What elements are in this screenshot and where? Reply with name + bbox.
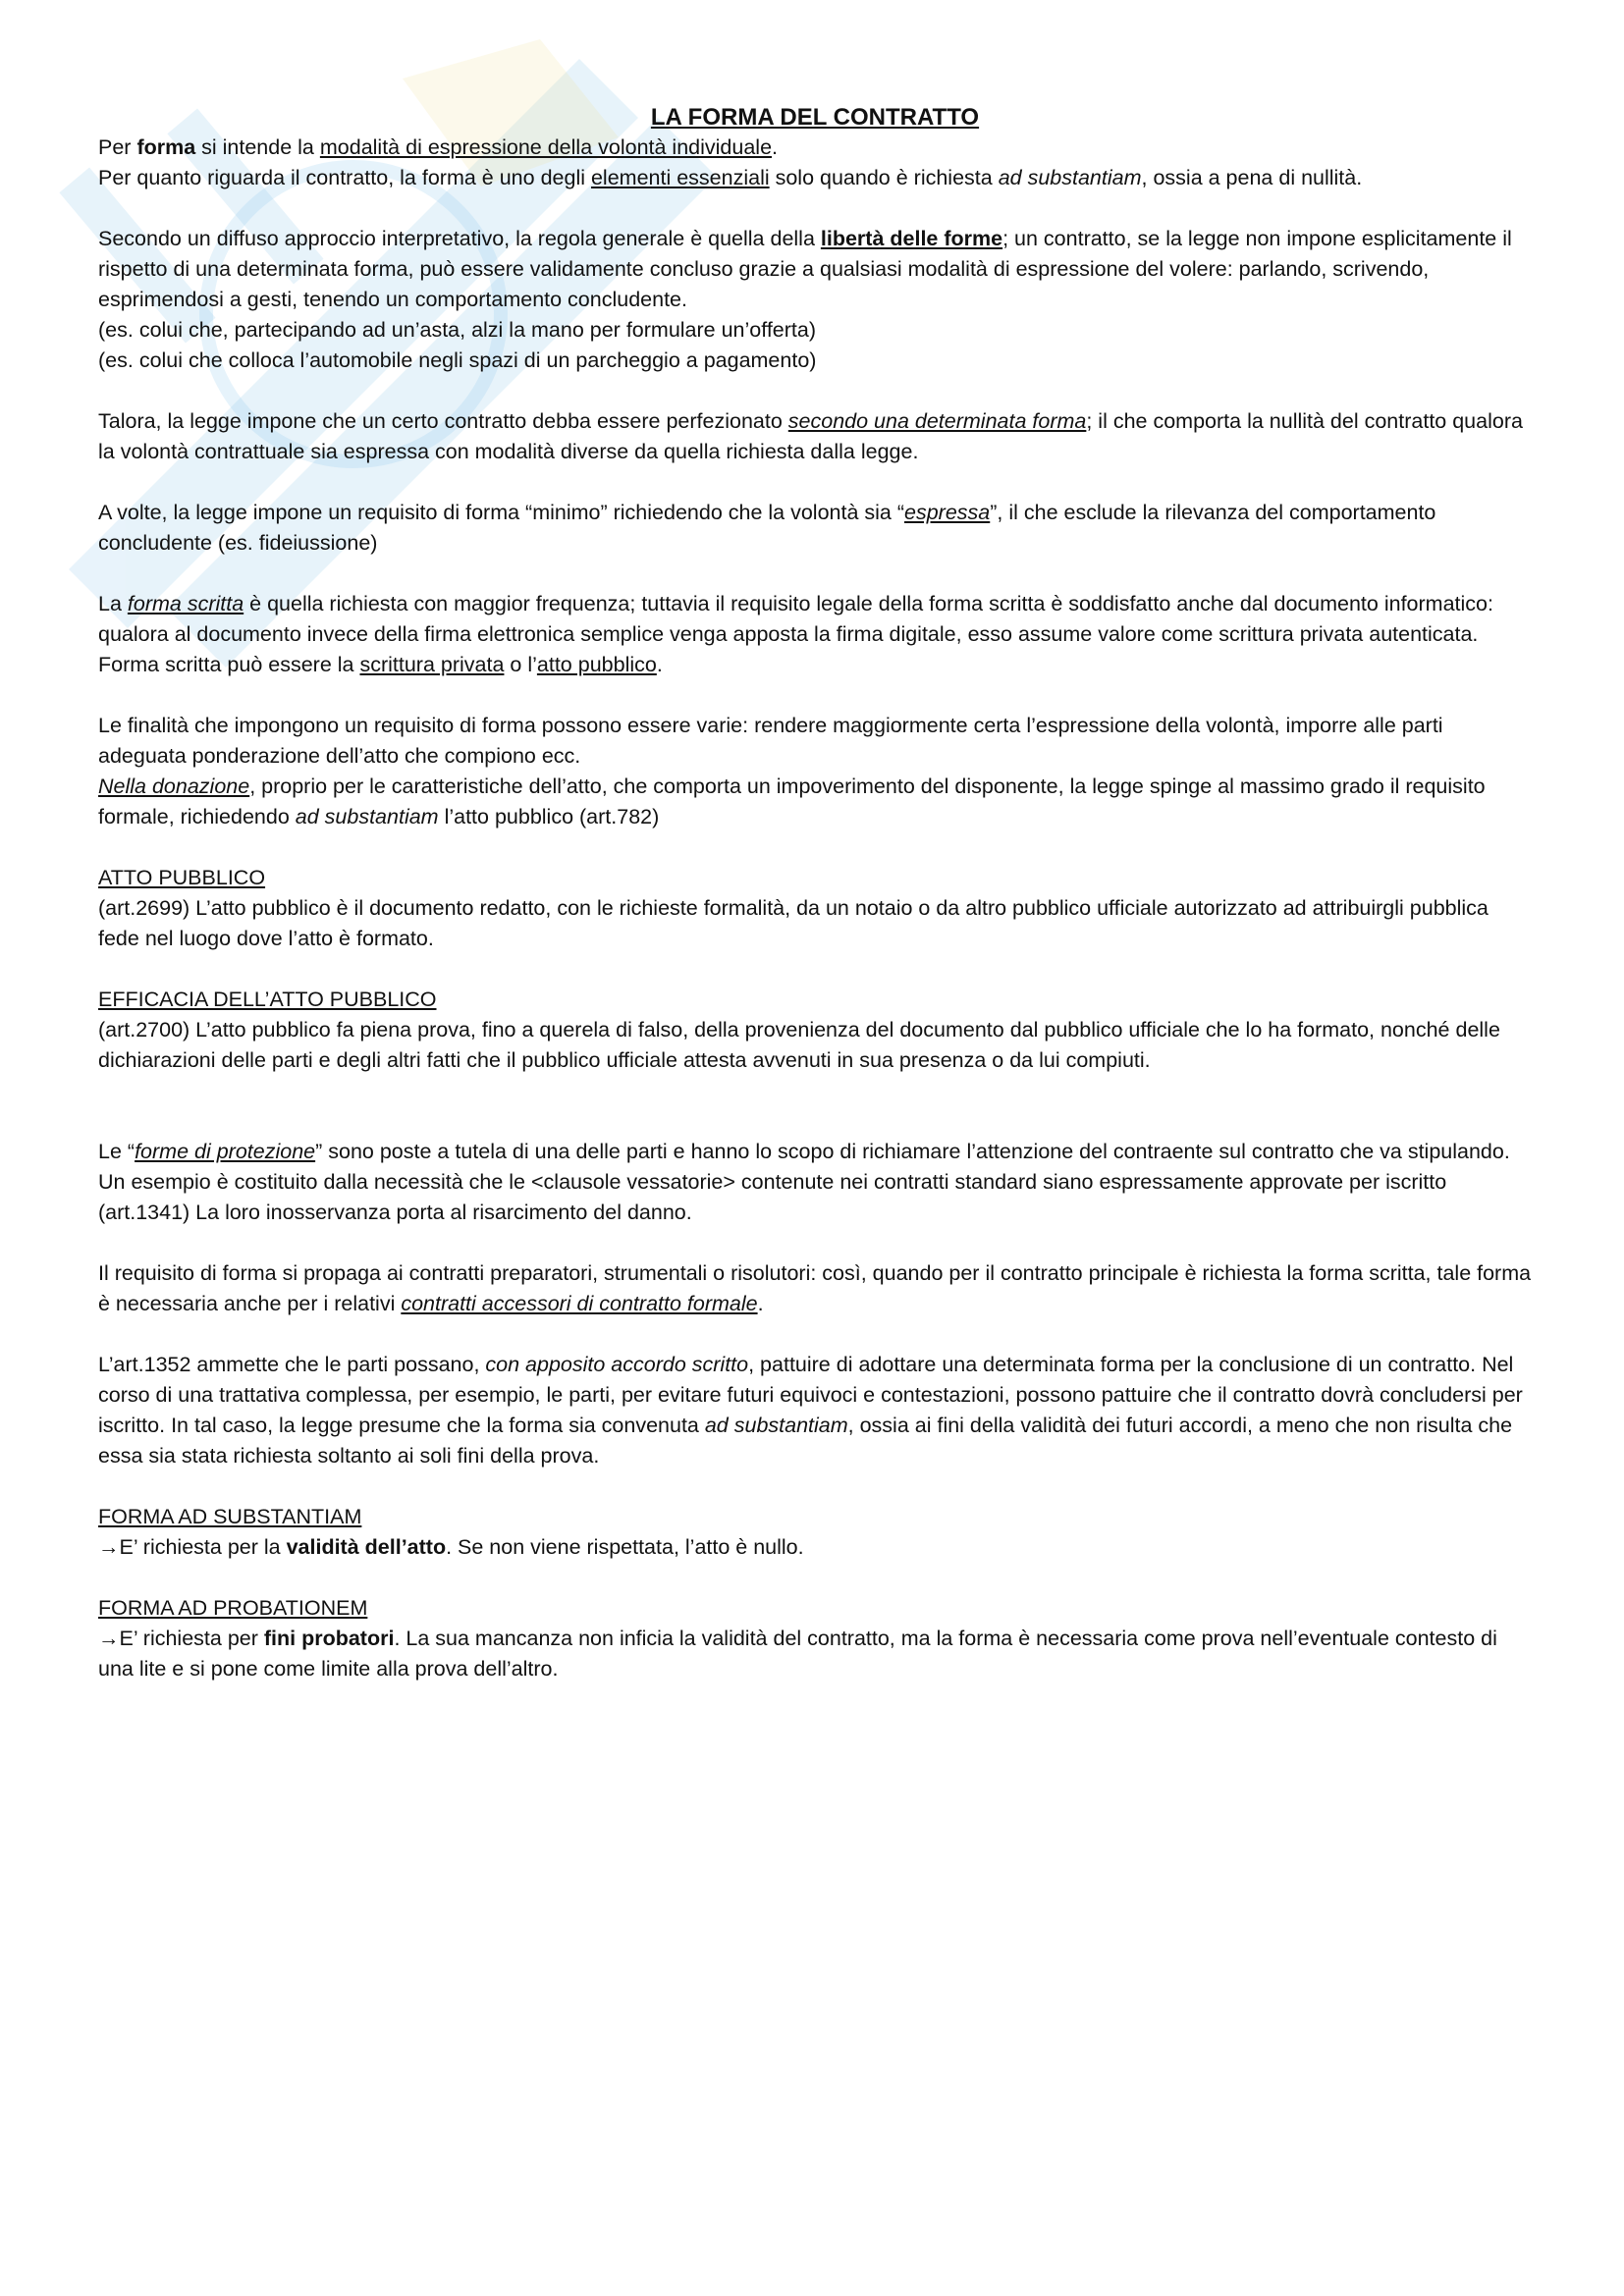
paragraph-art-2699: (art.2699) L’atto pubblico è il documento redatto, con le richieste formalità, da un notaio o da altro pubblico ufficiale autorizzato ad attribuirgli pubblica fede nel luogo dove l’atto è formato. (98, 896, 1489, 950)
heading-efficacia: EFFICACIA DELL’ATTO PUBBLICO (98, 988, 437, 1011)
paragraph-determined-form: Talora, la legge impone che un certo contratto debba essere perfezionato secondo una determinata forma; il che comporta la nullità del contratto qualora la volontà contrattuale sia espressa con modalità diverse da quella richiesta dalla legge. (98, 409, 1523, 463)
paragraph-art-2700: (art.2700) L’atto pubblico fa piena prova, fino a querela di falso, della provenienza del documento dal pubblico ufficiale che lo ha formato, nonché delle dichiarazioni delle parti e degli altri fatti che il pubblico ufficiale attesta avvenuti in sua presenza o da lui compiuti. (98, 1018, 1500, 1072)
paragraph-minimum-form: A volte, la legge impone un requisito di forma “minimo” richiedendo che la volontà sia “espressa”, il che esclude la rilevanza del comportamento concludente (es. fideiussione) (98, 501, 1436, 555)
paragraph-example-parking: (es. colui che colloca l’automobile negli spazi di un parcheggio a pagamento) (98, 348, 817, 372)
paragraph-written-form: La forma scritta è quella richiesta con maggior frequenza; tuttavia il requisito legale della forma scritta è soddisfatto anche dal documento informatico: qualora al documento invece della firma elettronica semplice venga apposta la firma digitale, esso assume valore come scrittura privata autenticata. Forma scritta può essere la scrittura privata o l’atto pubblico. (98, 592, 1493, 676)
paragraph-definition: Per forma si intende la modalità di espressione della volontà individuale. (98, 135, 779, 159)
heading-ad-probationem: FORMA AD PROBATIONEM (98, 1596, 368, 1620)
paragraph-freedom-of-forms: Secondo un diffuso approccio interpretativo, la regola generale è quella della libertà delle forme; un contratto, se la legge non impone esplicitamente il rispetto di una determinata forma, può essere validamente concluso grazie a qualsiasi modalità di espressione del volere: parlando, scrivendo, esprimendosi a gesti, tenendo un comportamento concludente. (98, 227, 1512, 311)
document-page (98, 102, 1532, 1684)
paragraph-protection-forms: Le “forme di protezione” sono poste a tutela di una delle parti e hanno lo scopo di richiamare l’attenzione del contraente sul contratto che va stipulando. Un esempio è costituito dalla necessità che le <clausole vessatorie> contenute nei contratti standard siano espressamente approvate per iscritto (art.1341) La loro inosservanza porta al risarcimento del danno. (98, 1140, 1510, 1224)
paragraph-ad-probationem: →E’ richiesta per fini probatori. La sua mancanza non inficia la validità del contratto, ma la forma è necessaria come prova nell’eventuale contesto di una lite e si pone come limite alla prova dell’altro. (98, 1627, 1497, 1681)
paragraph-essential-elements: Per quanto riguarda il contratto, la forma è uno degli elementi essenziali solo quando è richiesta ad substantiam, ossia a pena di nullità. (98, 166, 1363, 189)
paragraph-purposes: Le finalità che impongono un requisito di forma possono essere varie: rendere maggiormente certa l’espressione della volontà, imporre alle parti adeguata ponderazione dell’atto che compiono ecc. (98, 714, 1443, 768)
paragraph-example-auction: (es. colui che, partecipando ad un’asta, alzi la mano per formulare un’offerta) (98, 318, 817, 342)
heading-atto-pubblico: ATTO PUBBLICO (98, 866, 266, 889)
paragraph-ad-substantiam: →E’ richiesta per la validità dell’atto. Se non viene rispettata, l’atto è nullo. (98, 1535, 804, 1559)
paragraph-donation: Nella donazione, proprio per le caratteristiche dell’atto, che comporta un impoverimento del disponente, la legge spinge al massimo grado il requisito formale, richiedendo ad substantiam l’atto pubblico (art.782) (98, 774, 1486, 828)
paragraph-art-1352: L’art.1352 ammette che le parti possano, con apposito accordo scritto, pattuire di adottare una determinata forma per la conclusione di un contratto. Nel corso di una trattativa complessa, per esempio, le parti, per evitare futuri equivoci e contestazioni, possono pattuire che il contratto dovrà concludersi per iscritto. In tal caso, la legge presume che la forma sia convenuta ad substantiam, ossia ai fini della validità dei futuri accordi, a meno che non risulta che essa sia stata richiesta soltanto ai soli fini della prova. (98, 1353, 1523, 1468)
document-title: LA FORMA DEL CONTRATTO (650, 104, 980, 131)
paragraph-propagation: Il requisito di forma si propaga ai contratti preparatori, strumentali o risolutori: così, quando per il contratto principale è richiesta la forma scritta, tale forma è necessaria anche per i relativi contratti accessori di contratto formale. (98, 1261, 1532, 1315)
heading-ad-substantiam: FORMA AD SUBSTANTIAM (98, 1505, 362, 1528)
